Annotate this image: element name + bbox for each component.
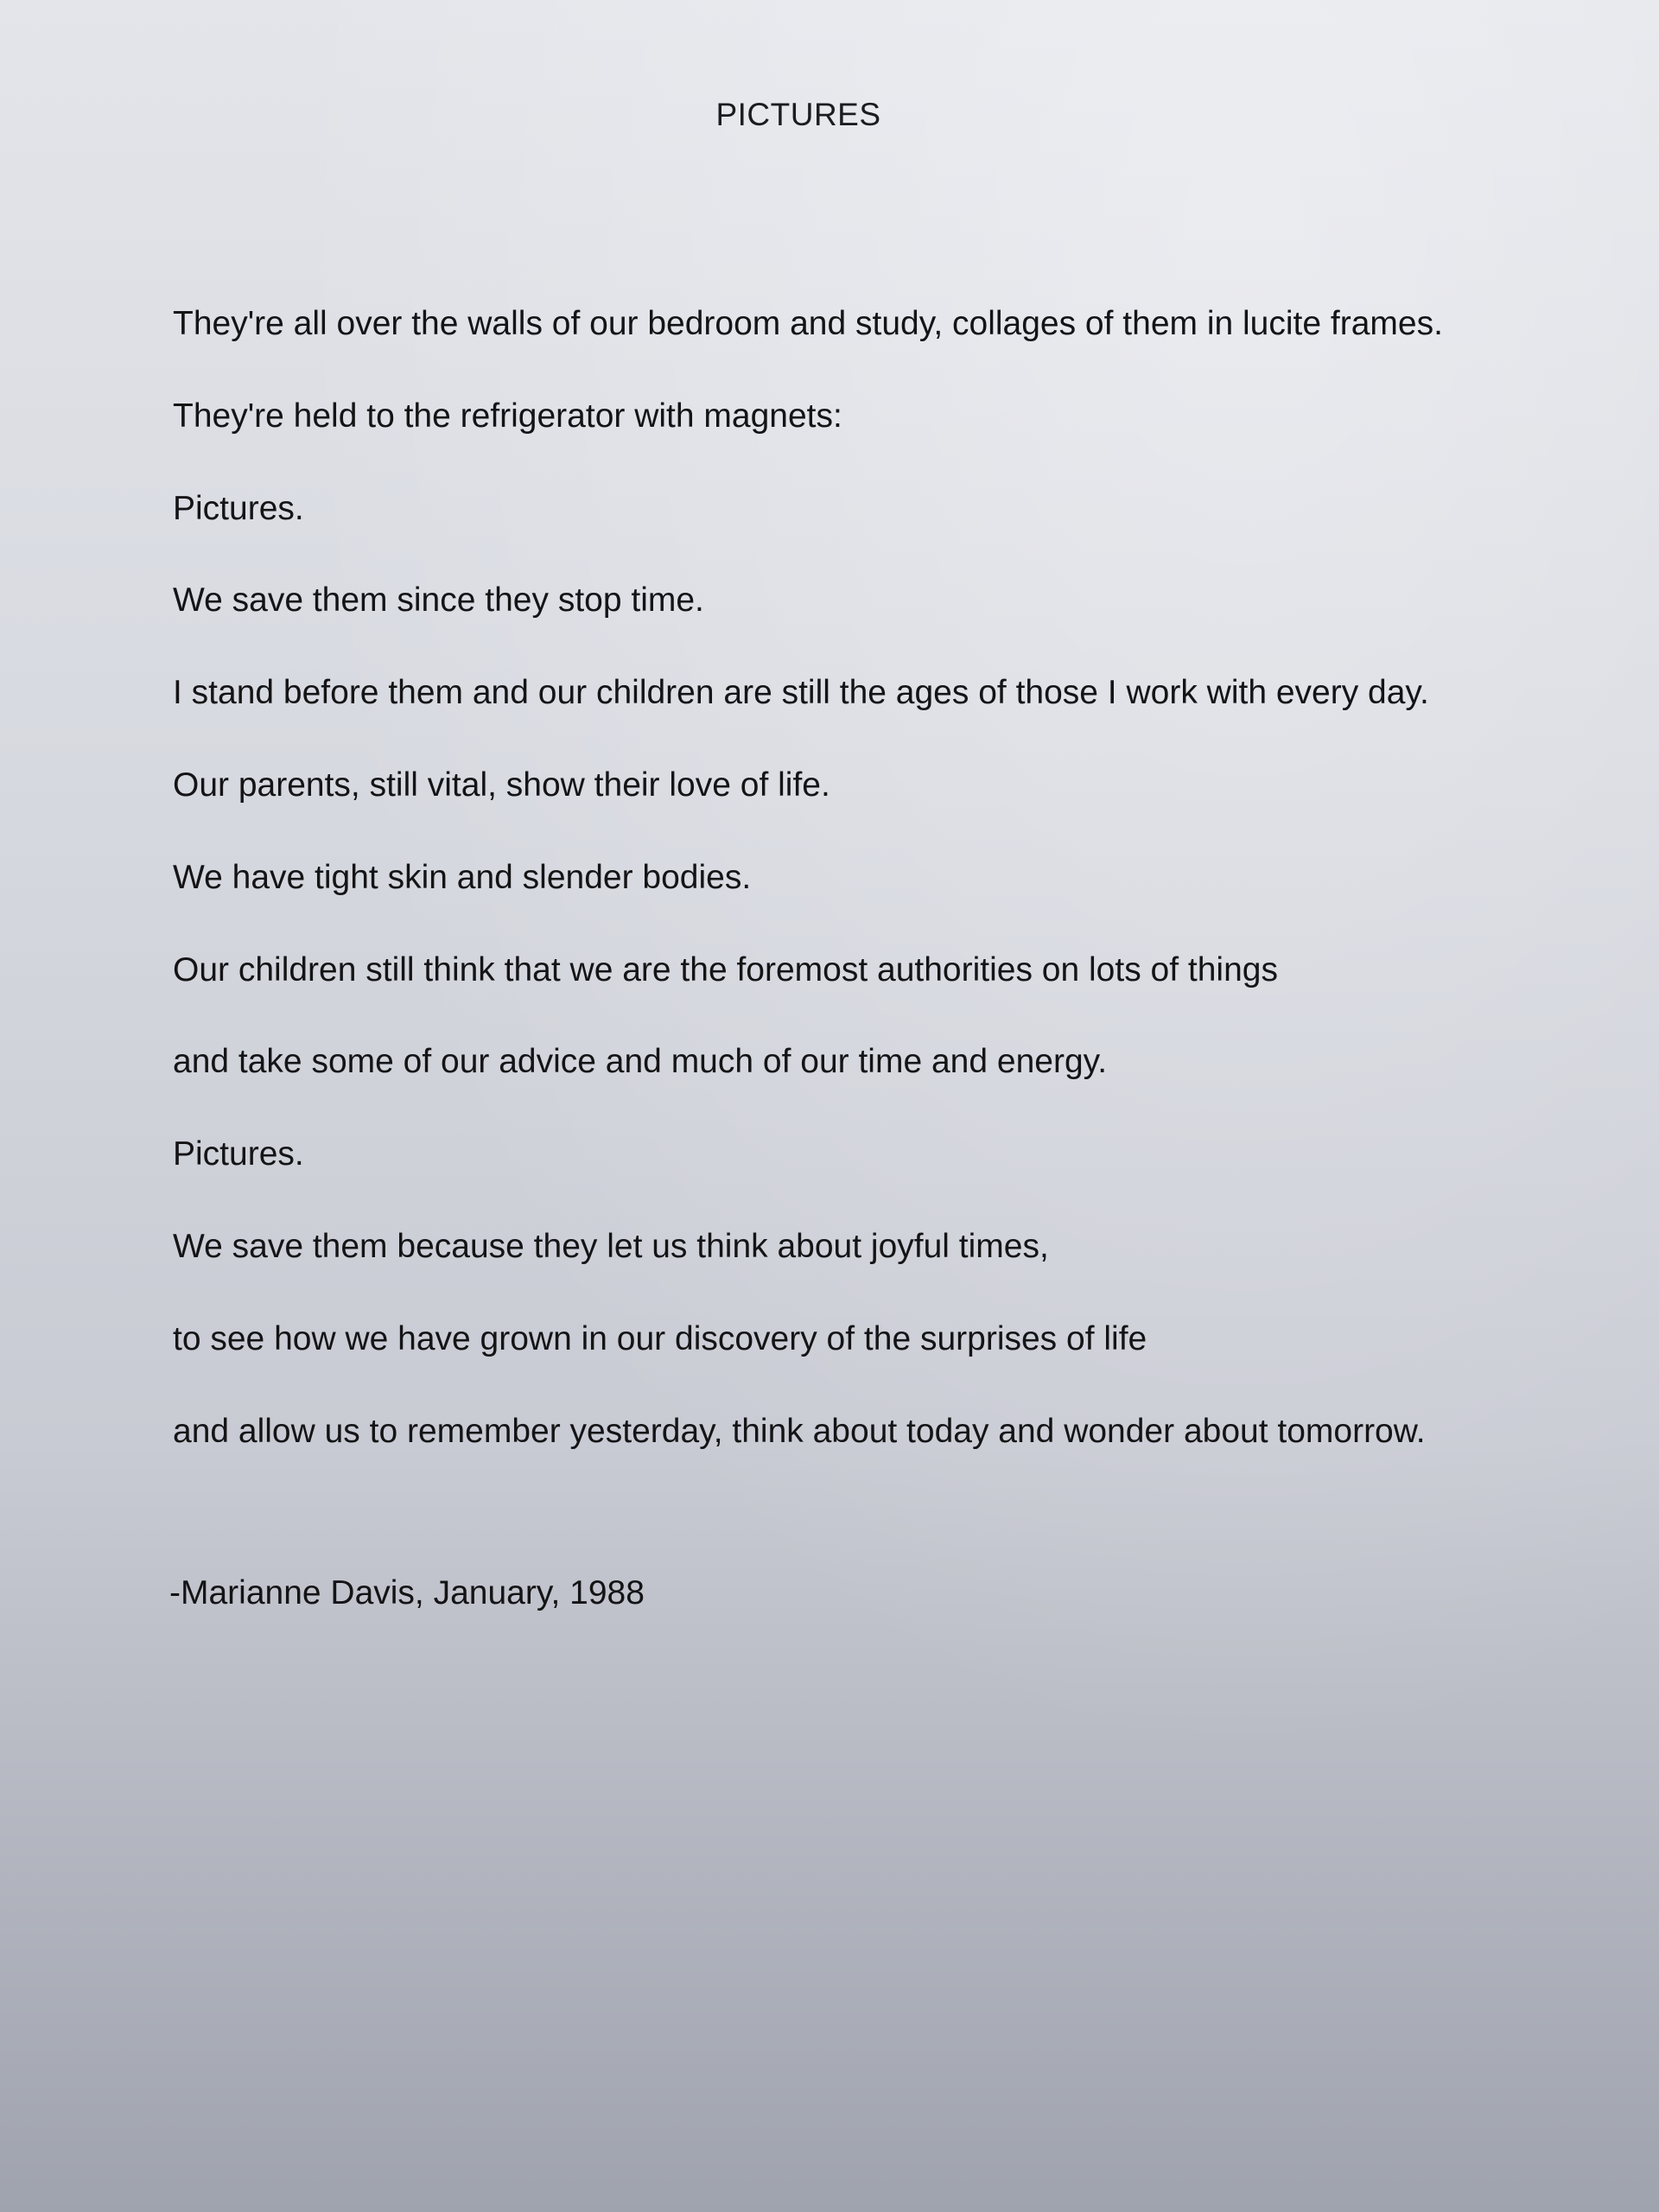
poem-line: and take some of our advice and much of our time and energy. xyxy=(173,1043,1108,1081)
poem-body xyxy=(173,278,1607,1478)
poem-line: Our children still think that we are the foremost authorities on lots of things xyxy=(173,950,1278,988)
poem-line: We save them because they let us think about joyful times, xyxy=(173,1227,1049,1265)
poem-line: Our parents, still vital, show their love of life. xyxy=(173,766,830,804)
poem-line: Pictures. xyxy=(173,489,304,527)
poem-line: We save them since they stop time. xyxy=(173,582,704,620)
poem-line: and allow us to remember yesterday, think about today and wonder about tomorrow. xyxy=(173,1412,1426,1450)
poem-line: Pictures. xyxy=(173,1135,304,1173)
poem-title: PICTURES xyxy=(715,97,881,132)
poem-signature: -Marianne Davis, January, 1988 xyxy=(169,1574,645,1611)
poem-line: I stand before them and our children are still the ages of those I work with every day. xyxy=(173,674,1429,712)
poem-line: They're all over the walls of our bedroom and study, collages of them in lucite frames. xyxy=(173,305,1443,342)
poem-line: They're held to the refrigerator with magnets: xyxy=(173,397,842,435)
poem-line: We have tight skin and slender bodies. xyxy=(173,858,752,896)
poem-line: to see how we have grown in our discovery of the surprises of life xyxy=(173,1319,1147,1357)
